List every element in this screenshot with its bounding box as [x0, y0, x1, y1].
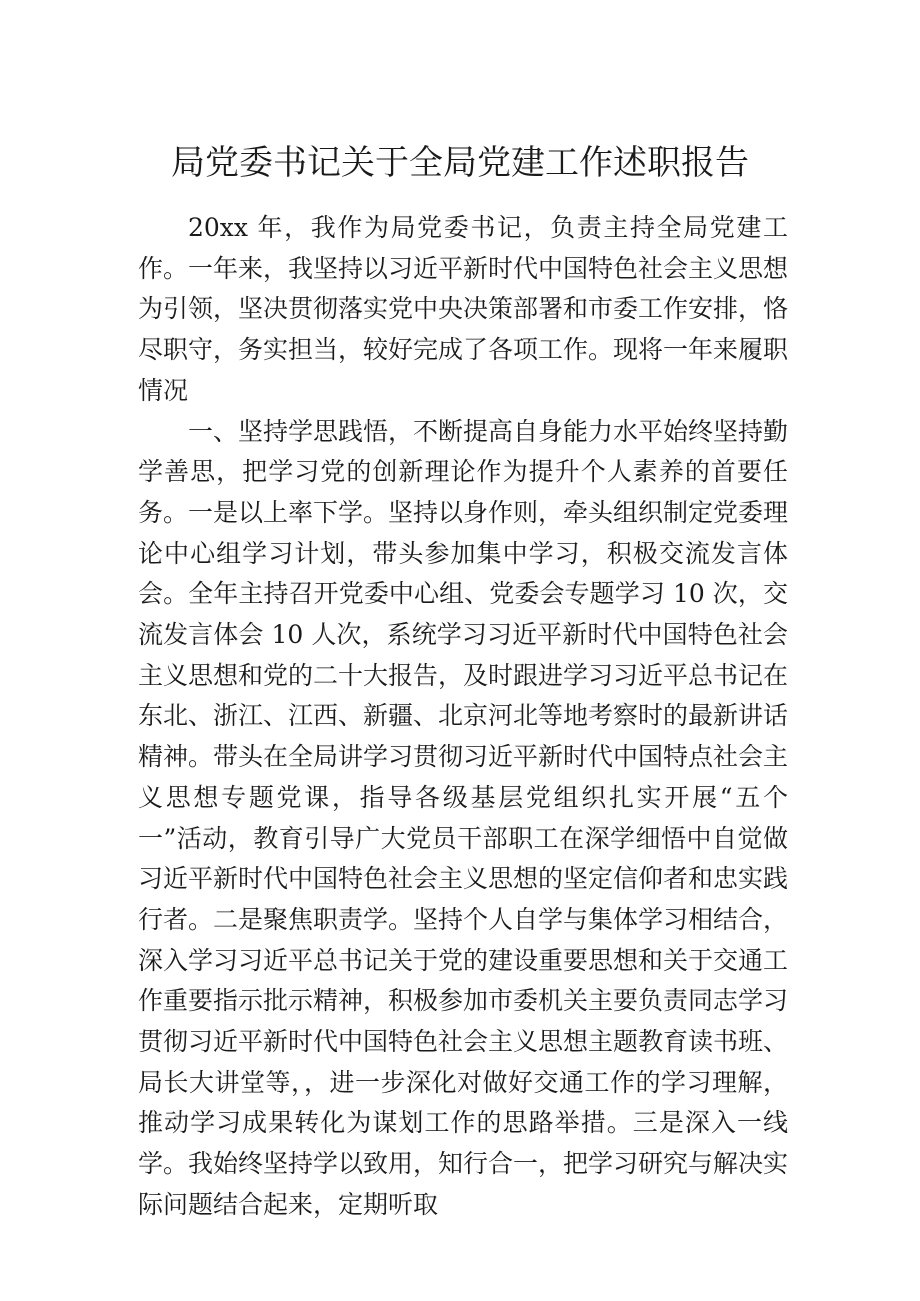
paragraph-section-one: 一、坚持学思践悟，不断提高自身能力水平始终坚持勤学善思，把学习党的创新理论作为提升个人素养的首要任务。一是以上率下学。坚持以身作则，牵头组织制定党委理论中心组学习计划，带头参加集中学习，积极交流发言体会。全年主持召开党委中心组、党委会专题学习 10 次，交流发言体会 10 人次，系统学习习近平新时代中国特色社会主义思想和党的二十大报告，及时跟进学习习近平总书记在东北、浙江、江西、新疆、北京河北等地考察时的最新讲话精神。带头在全局讲学习贯彻习近平新时代中国特点社会主义思想专题党课，指导各级基层党组织扎实开展“五个一”活动，教育引导广大党员干部职工在深学细悟中自觉做习近平新时代中国特色社会主义思想的坚定信仰者和忠实践行者。二是聚焦职责学。坚持个人自学与集体学习相结合，深入学习习近平总书记关于党的建设重要思想和关于交通工作重要指示批示精神，积极参加市委机关主要负责同志学习贯彻习近平新时代中国特色社会主义思想主题教育读书班、局长大讲堂等，，进一步深化对做好交通工作的学习理解，推动学习成果转化为谋划工作的思路举措。三是深入一线学。我始终坚持学以致用，知行合一，把学习研究与解决实际问题结合起来，定期听取 [138, 416, 789, 1219]
document-title: 局党委书记关于全局党建工作述职报告 [171, 142, 749, 183]
paragraph-intro: 20xx 年，我作为局党委书记，负责主持全局党建工作。一年来，我坚持以习近平新时代中国特色社会主义思想为引领，坚决贯彻落实党中央决策部署和市委工作安排，恪尽职守，务实担当，较好完成了各项工作。现将一年来履职情况 [138, 213, 789, 405]
document-body [138, 208, 788, 1226]
